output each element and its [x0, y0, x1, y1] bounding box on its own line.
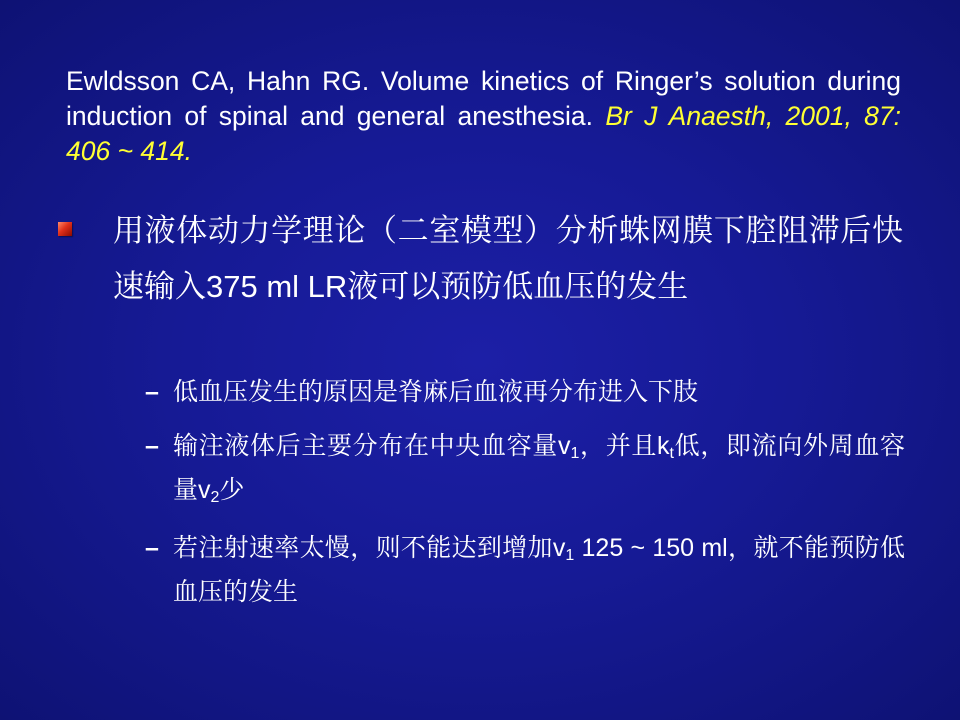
v1-subscript: 1: [565, 547, 575, 564]
journal-details: , 2001, 87: 406 ~ 414.: [66, 101, 901, 166]
sub-bullet-3-text: [173, 526, 905, 614]
citation-authors-title: Ewldsson CA, Hahn RG. Volume kinetics of Ringer’s solution during induction of spinal and general anesthesia.: [66, 66, 901, 131]
sub-bullet-1-text: 低血压发生的原因是脊麻后血液再分布进入下肢: [173, 377, 699, 406]
main-text-part2: 液可以预防低血压的发生: [347, 269, 689, 305]
sub-bullet-1: [145, 370, 905, 414]
v1-subscript: 1: [570, 445, 580, 462]
main-bullet-text: [113, 204, 903, 315]
sub-bullet-3: [145, 526, 905, 614]
v2-symbol: v: [198, 476, 211, 504]
sub3-text-b: ，就不能预防低血压的发生: [173, 533, 905, 606]
sub-bullet-2: [145, 424, 905, 512]
main-text-volume: 375 ml LR: [206, 269, 348, 304]
dash-bullet-icon: –: [145, 534, 159, 562]
main-text-part1: 用液体动力学理论（二室模型）分析蛛网膜下腔阻滞后快速输入: [113, 213, 903, 305]
v1-symbol: v: [552, 534, 566, 562]
journal-name: Br J Anaesth: [605, 101, 766, 131]
dash-bullet-icon: –: [145, 378, 159, 406]
sub2-text-b: ，并且: [579, 431, 658, 460]
v1-symbol: v: [557, 432, 571, 460]
sub3-amount: 125 ~ 150 ml: [574, 534, 728, 562]
reference-citation: [66, 64, 901, 169]
square-bullet-icon: [58, 222, 72, 236]
sub3-text-a: 若注射速率太慢，则不能达到增加: [173, 533, 553, 562]
v2-subscript: 2: [210, 489, 220, 506]
sub2-text-d: 少: [219, 475, 245, 504]
dash-bullet-icon: –: [145, 432, 159, 460]
sub2-text-a: 输注液体后主要分布在中央血容量: [173, 431, 558, 460]
sub2-text-c: 低，即流向外周血容量: [173, 431, 905, 504]
kt-symbol: k: [657, 432, 670, 460]
kt-subscript: t: [669, 445, 674, 462]
sub-bullet-2-text: [173, 424, 905, 512]
